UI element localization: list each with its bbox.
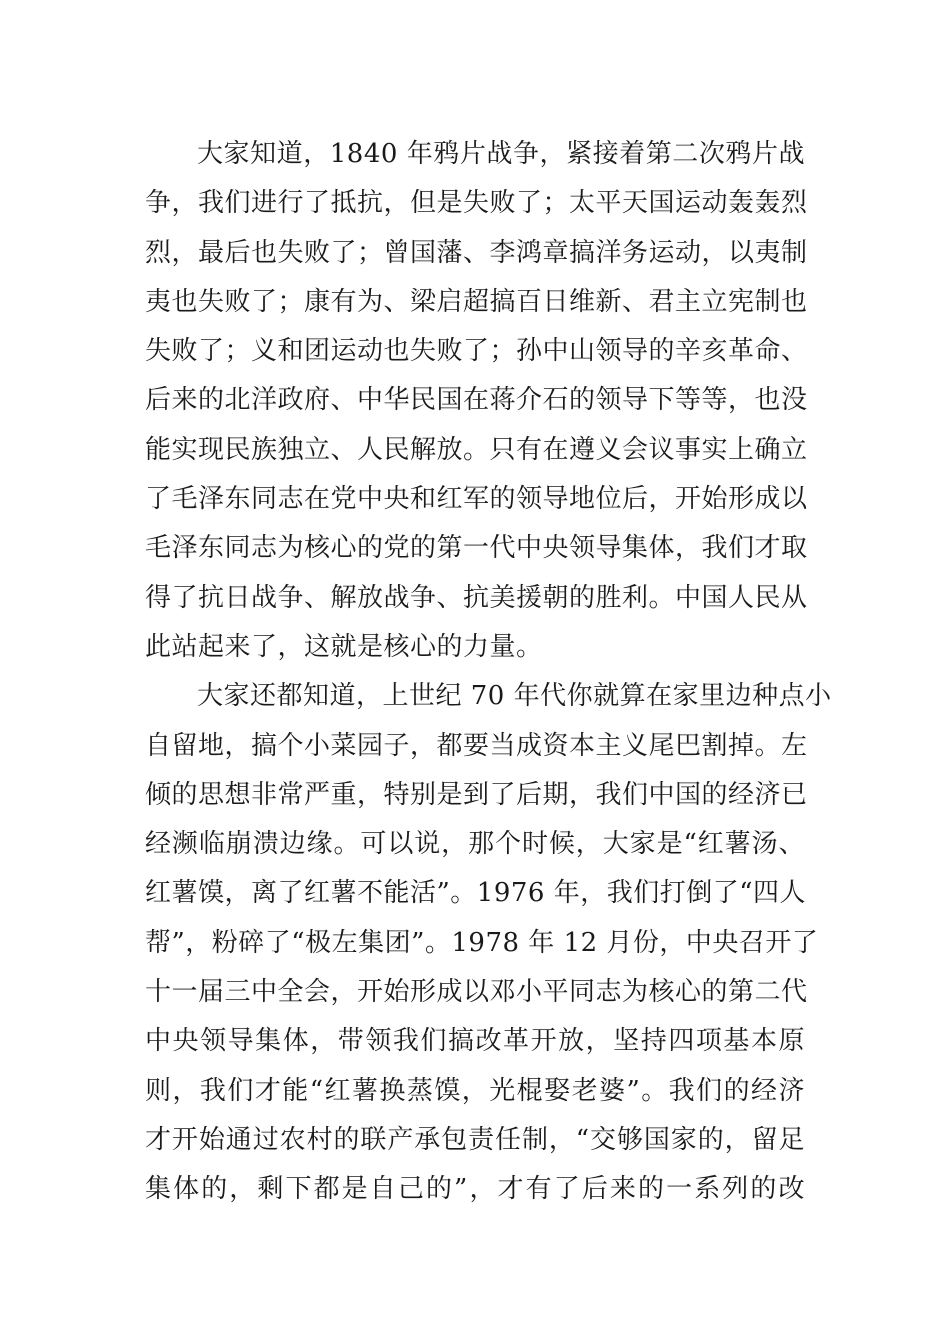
paragraph-line: 夷也失败了；康有为、梁启超搞百日维新、君主立宪制也 [145,286,808,317]
paragraph-line: 倾的思想非常严重，特别是到了后期，我们中国的经济已 [145,779,808,810]
paragraph-line: 大家知道，1840 年鸦片战争，紧接着第二次鸦片战 [197,139,805,169]
paragraph-line: 能实现民族独立、人民解放。只有在遵义会议事实上确立 [145,434,808,465]
paragraph-line: 经濒临崩溃边缘。可以说，那个时候，大家是“红薯汤、 [145,829,805,860]
paragraph-line: 则，我们才能“红薯换蒸馍，光棍娶老婆”。我们的经济 [145,1075,805,1106]
paragraph-1 [145,130,808,672]
paragraph-line: 争，我们进行了抵抗，但是失败了；太平天国运动轰轰烈 [145,188,808,219]
paragraph-line: 得了抗日战争、解放战争、抗美援朝的胜利。中国人民从 [145,582,808,613]
paragraph-line: 中央领导集体，带领我们搞改革开放，坚持四项基本原 [145,1026,805,1057]
paragraph-line: 毛泽东同志为核心的党的第一代中央领导集体，我们才取 [145,533,808,564]
paragraph-line: 自留地，搞个小菜园子，都要当成资本主义尾巴割掉。左 [145,730,808,761]
paragraph-line: 帮”，粉碎了“极左集团”。1978 年 12 月份，中央召开了 [145,927,819,958]
paragraph-line: 红薯馍，离了红薯不能活”。1976 年，我们打倒了“四人 [145,878,807,909]
paragraph-line: 才开始通过农村的联产承包责任制，“交够国家的，留足 [145,1124,805,1155]
paragraph-line: 此站起来了，这就是核心的力量。 [145,631,543,662]
paragraph-line: 集体的，剩下都是自己的”，才有了后来的一系列的改 [145,1174,805,1205]
paragraph-line: 后来的北洋政府、中华民国在蒋介石的领导下等等，也没 [145,385,808,416]
paragraph-line: 十一届三中全会，开始形成以邓小平同志为核心的第二代 [145,977,808,1008]
paragraph-line: 失败了；义和团运动也失败了；孙中山领导的辛亥革命、 [145,336,808,367]
paragraph-line: 烈，最后也失败了；曾国藩、李鸿章搞洋务运动，以夷制 [145,237,808,268]
paragraph-line: 大家还都知道，上世纪 70 年代你就算在家里边种点小 [197,681,832,712]
paragraph-2 [145,672,832,1214]
body-text [145,130,832,1215]
paragraph-line: 了毛泽东同志在党中央和红军的领导地位后，开始形成以 [145,484,808,515]
